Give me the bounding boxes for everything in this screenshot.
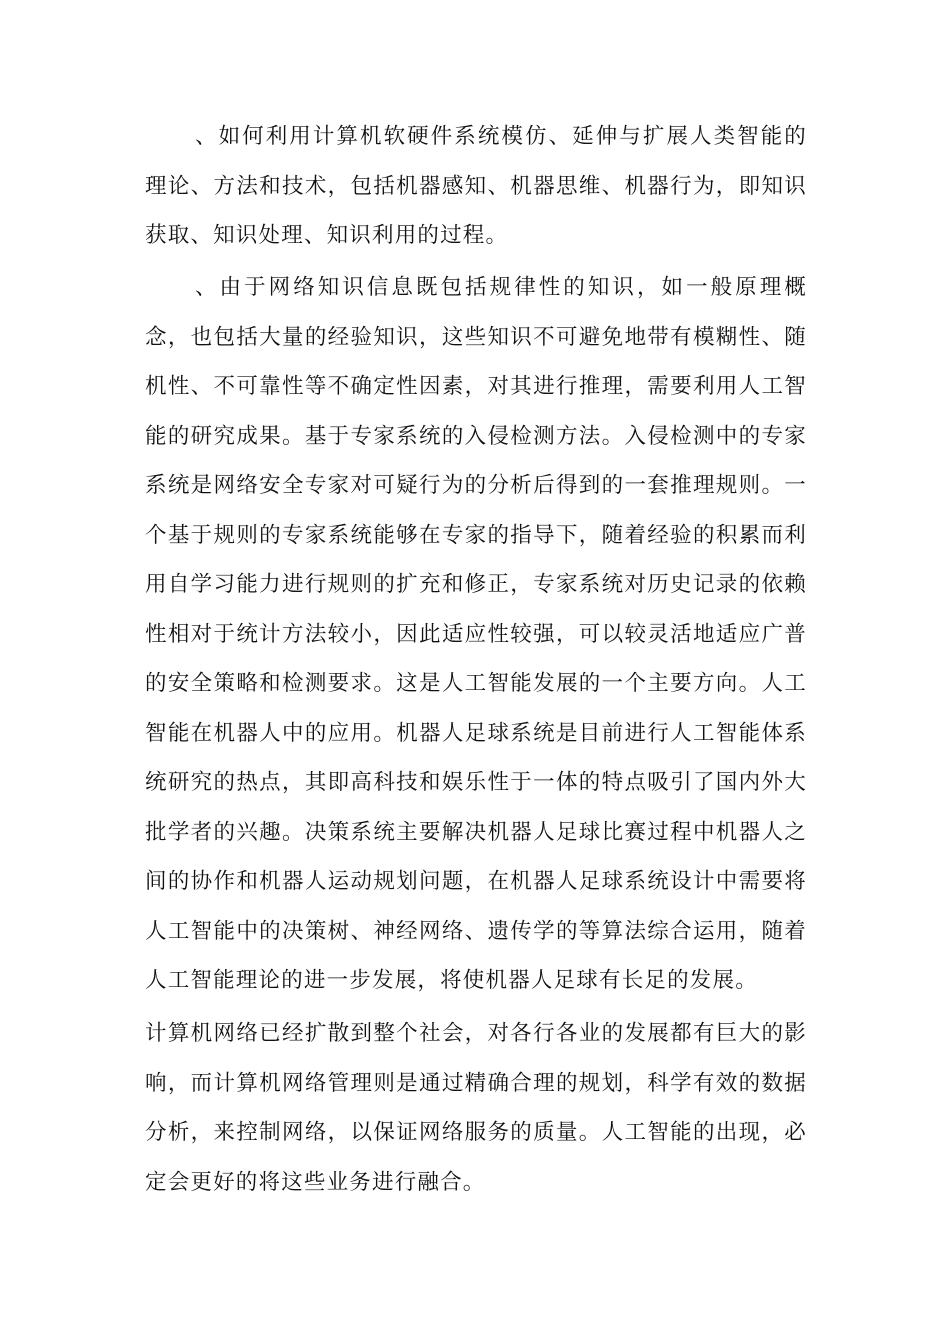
paragraph-3: 计算机网络已经扩散到整个社会，对各行各业的发展都有巨大的影响，而计算机网络管理则是通过精确合理的规划，科学有效的数据分析，来控制网络，以保证网络服务的质量。人工智能的出现，必定会更好的将这些业务进行融合。 <box>145 1021 807 1195</box>
paragraph-2: 、由于网络知识信息既包括规律性的知识，如一般原理概念，也包括大量的经验知识，这些知识不可避免地带有模糊性、随机性、不可靠性等不确定性因素，对其进行推理，需要利用人工智能的研究成果。基于专家系统的入侵检测方法。入侵检测中的专家系统是网络安全专家对可疑行为的分析后得到的一套推理规则。一个基于规则的专家系统能够在专家的指导下，随着经验的积累而利用自学习能力进行规则的扩充和修正，专家系统对历史记录的依赖性相对于统计方法较小，因此适应性较强，可以较灵活地适应广普的安全策略和检测要求。这是人工智能发展的一个主要方向。人工智能在机器人中的应用。机器人足球系统是目前进行人工智能体系统研究的热点，其即高科技和娱乐性于一体的特点吸引了国内外大批学者的兴趣。决策系统主要解决机器人足球比赛过程中机器人之间的协作和机器人运动规划问题，在机器人足球系统设计中需要将人工智能中的决策树、神经网络、遗传学的等算法综合运用，随着人工智能理论的进一步发展，将使机器人足球有长足的发展。 <box>145 275 807 993</box>
paragraph-1: 、如何利用计算机软硬件系统模仿、延伸与扩展人类智能的理论、方法和技术，包括机器感知、机器思维、机器行为，即知识获取、知识处理、知识利用的过程。 <box>145 124 807 248</box>
